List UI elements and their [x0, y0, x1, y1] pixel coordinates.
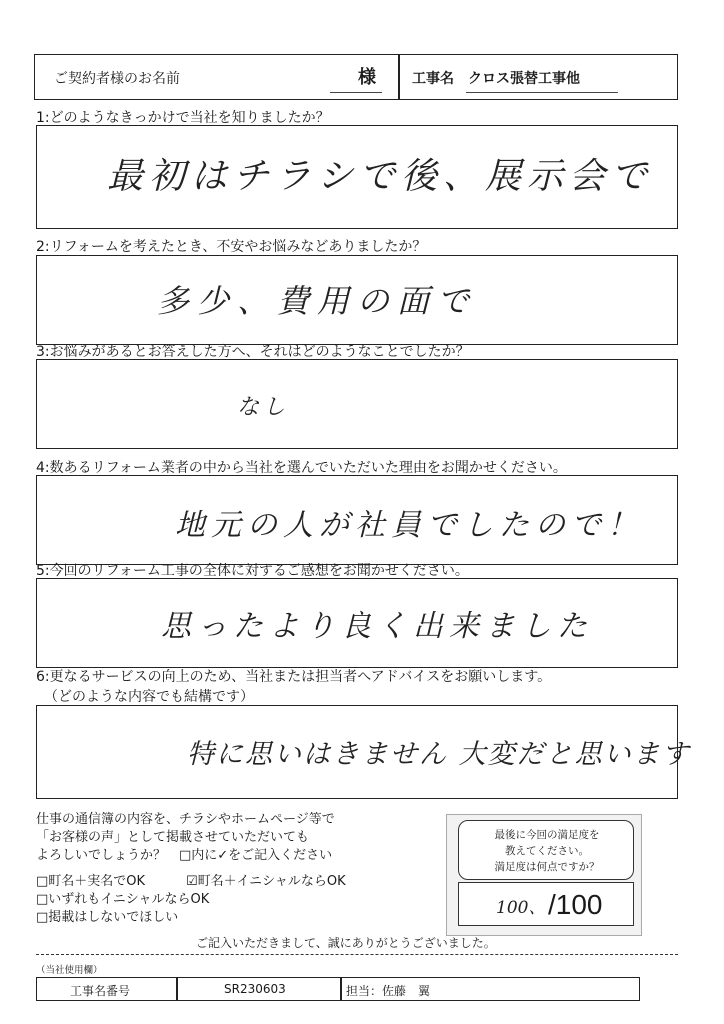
- answer-box-2[interactable]: [36, 255, 678, 345]
- dashed-divider: [36, 954, 678, 955]
- answer-4-handwriting: 地元の人が社員でしたので！: [175, 508, 643, 543]
- option-no-publish[interactable]: □掲載はしないでほしい: [36, 910, 179, 925]
- thank-you-message: ご記入いただきまして、誠にありがとうございました。: [196, 936, 496, 950]
- question-6: 6:更なるサービスの向上のため、当社または担当者へアドバイスをお願いします。: [36, 669, 552, 685]
- score-max: /100: [548, 889, 603, 920]
- answer-5-handwriting: 思ったより良く出来ました: [161, 609, 593, 644]
- customer-name-field[interactable]: [330, 92, 382, 93]
- table-cell-divider: [176, 977, 178, 1001]
- satisfaction-prompt-line-3: 満足度は何点ですか？: [494, 861, 600, 873]
- option-real-name[interactable]: □町名＋実名でOK: [36, 874, 146, 889]
- permission-text-line-3: よろしいでしょうか？ □内に✓をご記入ください: [36, 848, 333, 863]
- office-use-label: （当社使用欄）: [36, 965, 103, 976]
- project-name-value: クロス張替工事他: [468, 71, 580, 87]
- question-6-note: （どのような内容でも結構です）: [44, 689, 254, 705]
- option-initials-only[interactable]: □いずれもイニシャルならOK: [36, 892, 210, 907]
- header-divider: [398, 54, 400, 100]
- project-name-label: 工事名: [412, 71, 454, 87]
- project-number-label: 工事名番号: [70, 984, 131, 998]
- answer-box-1[interactable]: [36, 125, 678, 229]
- customer-name-label: ご契約者様のお名前: [54, 71, 180, 87]
- honorific-sama: 様: [358, 67, 376, 88]
- permission-text-line-1: 仕事の通信簿の内容を、チラシやホームページ等で: [36, 812, 335, 827]
- question-2: 2:リフォームを考えたとき、不安やお悩みなどありましたか？: [36, 239, 427, 255]
- question-4: 4:数あるリフォーム業者の中から当社を選んでいただいた理由をお聞かせください。: [36, 460, 567, 476]
- staff-name: 担当：佐藤 翼: [346, 984, 431, 998]
- permission-text-line-2: 「お客様の声」として掲載させていただいても: [36, 830, 310, 845]
- question-3: 3:お悩みがあるとお答えした方へ、それはどのようなことでしたか？: [36, 344, 470, 360]
- score-handwritten: 100、: [496, 898, 546, 918]
- answer-3-handwriting: なし: [237, 395, 290, 420]
- satisfaction-prompt-line-1: 最後に今回の満足度を: [494, 829, 600, 841]
- table-cell-divider: [340, 977, 342, 1001]
- question-1: 1:どのようなきっかけで当社を知りましたか？: [36, 110, 330, 126]
- answer-box-4[interactable]: [36, 475, 678, 565]
- satisfaction-prompt-line-2: 教えてください。: [505, 845, 589, 857]
- answer-2-handwriting: 多少、費用の面で: [157, 282, 478, 320]
- project-name-underline: [466, 92, 618, 93]
- answer-box-3[interactable]: [36, 359, 678, 449]
- answer-box-6[interactable]: [36, 705, 691, 799]
- score-field[interactable]: [458, 882, 634, 926]
- satisfaction-prompt-box: [458, 820, 634, 880]
- answer-box-5[interactable]: [36, 578, 678, 668]
- question-5: 5:今回のリフォーム工事の全体に対するご感想をお聞かせください。: [36, 563, 469, 579]
- project-number-value: SR230603: [224, 982, 286, 996]
- answer-1-handwriting: 最初はチラシで後、展示会で: [107, 156, 654, 197]
- answer-6-handwriting: 特に思いはきません 大変だと思います: [187, 739, 691, 770]
- option-initial-with-town[interactable]: ☑町名＋イニシャルならOK: [186, 874, 346, 889]
